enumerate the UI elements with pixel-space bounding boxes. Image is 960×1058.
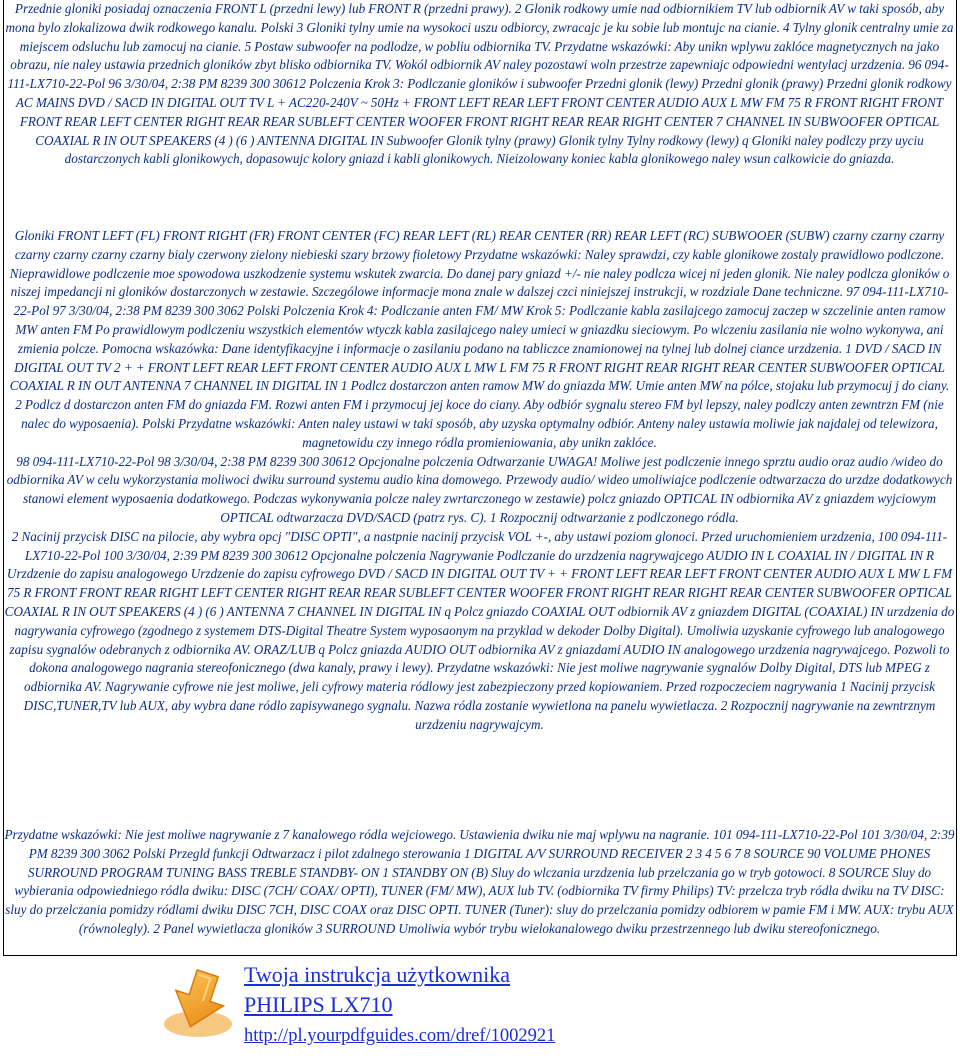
download-arrow-icon: [158, 966, 242, 1050]
footer-links: [244, 960, 555, 1052]
paragraph: Przednie gloniki posiadaj oznaczenia FRONT L (przedni lewy) lub FRONT R (przedni prawy). 2 Glonik rodkowy umie nad odbiornikiem TV lub odbiornik AV w taki sposób, aby mona bylo zlokalizowa dwik rodkowego kanalu. Polski 3 Gloniki tylny umie na wysokoci uszu odbiorcy, zwracajc je ku sobie lub montujc na cianie. 4 Tylny glonik centralny umie za miejscem odsluchu lub zamocuj na cianie. 5 Postaw subwoofer na podlodze, w pobliu odbiornika TV. Przydatne wskazówki: Aby unikn wplywu zaklóce magnetycznych na jako obrazu, nie naley ustawia przednich gloników zbyt blisko odbiornika TV. Wokól odbiornik AV naley pozostawi woln przestrze zapewniajc odpowiedni wentylacj urzdzenia. 96 094-111-LX710-22-Pol 96 3/30/04, 2:38 PM 8239 300 30612 Polczenia Krok 3: Podlczanie gloników i subwoofer Przedni glonik (lewy) Przedni glonik (prawy) Przedni glonik rodkowy AC MAINS DVD / SACD IN DIGITAL OUT TV L + AC220-240V ~ 50Hz + FRONT LEFT REAR LEFT FRONT CENTER AUDIO AUX L MW FM 75 R FRONT RIGHT FRONT FRONT REAR LEFT CENTER RIGHT REAR REAR SUBLEFT CENTER WOOFER FRONT RIGHT REAR REAR RIGHT CENTER 7 CHANNEL IN SUBWOOFER OPTICAL COAXIAL R IN OUT SPEAKERS (4 ) (6 ) ANTENNA DIGITAL IN Subwoofer Glonik tylny (prawy) Glonik tylny Tylny rodkowy (lewy) q Gloniki naley podlczy przy uyciu dostarczonych kabli glonikowych, dopasowujc kolory gniazd i kabli glonikowych. Nieizolowany koniec kabla glonikowego naley wsun calkowicie do gniazda.: [5, 1, 954, 167]
product-name-link[interactable]: PHILIPS LX710: [244, 992, 393, 1017]
manual-url-link[interactable]: http://pl.yourpdfguides.com/dref/1002921: [244, 1026, 556, 1046]
text-block-2: [4, 227, 955, 735]
paragraph: 2 Nacinij przycisk DISC na pilocie, aby wybra opcj "DISC OPTI", a nastpnie nacinij przycisk VOL +-, aby ustawi poziom glonoci. Przed uruchomieniem urzdzenia, 100 094-111-LX710-22-Pol 100 3/30/04, 2:39 PM 8239 300 30612 Opcjonalne polczenia Nagrywanie Podlczanie do urzdzenia nagrywajcego AUDIO IN L COAXIAL IN / DIGITAL IN R Urzdzenie do zapisu analogowego Urzdzenie do zapisu cyfrowego DVD / SACD IN DIGITAL OUT TV + + FRONT LEFT REAR LEFT FRONT CENTER AUDIO AUX L MW L FM 75 R FRONT FRONT REAR RIGHT LEFT CENTER RIGHT REAR REAR SUBLEFT CENTER WOOFER FRONT RIGHT REAR RIGHT REAR CENTER SUBWOOFER OPTICAL COAXIAL R IN OUT SPEAKERS (4 ) (6 ) ANTENNA 7 CHANNEL IN DIGITAL IN q Polcz gniazdo COAXIAL OUT odbiornik AV z gniazdem DIGITAL (COAXIAL) IN urzdzenia do nagrywania cyfrowego (zgodnego z systemem DTS-Digital Theatre System wyposaonym na przyklad w dekoder Dolby Digital). Umoliwia uzyskanie cyfrowego lub analogowego zapisu sygnalów odebranych z odbiornika AV. ORAZ/LUB q Polcz gniazda AUDIO OUT odbiornika AV z gniazdami AUDIO IN analogowego urzdzenia nagrywajcego. Pozwoli to dokona analogowego nagrania stereofonicznego (dwa kanaly, prawy i lewy). Przydatne wskazówki: Nie jest moliwe nagrywanie sygnalów Dolby Digital, DTS lub MPEG z odbiornika AV. Nagrywanie cyfrowe nie jest moliwe, jeli cyfrowy materia ródlowy jest zabezpieczony przed kopiowaniem. Przed rozpoczeciem nagrywania 1 Nacinij przycisk DISC,TUNER,TV lub AUX, aby wybra dane ródlo zapisywanego sygnalu. Nazwa ródla zostanie wywietlona na panelu wywietlacza. 2 Rozpocznij nagrywanie na zewntrznym urzdzeniu nagrywajcym.: [4, 528, 955, 732]
paragraph: Gloniki FRONT LEFT (FL) FRONT RIGHT (FR) FRONT CENTER (FC) REAR LEFT (RL) REAR CENTER (RR) REAR LEFT (RC) SUBWOOER (SUBW) czarny czarny czarny czarny czarny czarny czarny bialy czerwony zielony niebieski szary brzowy fioletowy Przydatne wskazówki: Naley sprawdzi, czy kable glonikowe zostaly prawidlowo podlczone. Nieprawidlowe podlczenie moe spowodowa uszkodzenie systemu wskutek zwarcia. Do danej pary gniazd +/- nie naley podlcza wicej ni jeden glonik. Nie naley podlcza gloników o niszej impedancji ni gloników dostarczonych w zestawie. Szczególowe informacje mona znale w dalszej czci niniejszej instrukcji, w rozdziale Dane techniczne. 97 094-111-LX710-22-Pol 97 3/30/04, 2:38 PM 8239 300 3062 Polski Polczenia Krok 4: Podlczanie anten FM/ MW Krok 5: Podlczanie kabla zasilajcego zamocuj zaczep w szczelinie anten ramow MW anten FM Po prawidlowym podlczeniu wszystkich elementów wtyczk kabla zasilajcego naley umieci w gniazdku sieciowym. Po wlczeniu zasilania nie wolno wykonywa, ani zmienia polcze. Pomocna wskazówka: Dane identyfikacyjne i informacje o zasilaniu podano na tabliczce znamionowej na tylnej lub dolnej ciance urzdzenia. 1 DVD / SACD IN DIGITAL OUT TV 2 + + FRONT LEFT REAR LEFT FRONT CENTER AUDIO AUX L MW L FM 75 R FRONT RIGHT REAR RIGHT REAR CENTER SUBWOOFER OPTICAL COAXIAL R IN OUT ANTENNA 7 CHANNEL IN DIGITAL IN 1 Podlcz dostarczon anten ramow MW do gniazda MW. Umie anten MW na pólce, stojaku lub przymocuj j do ciany.: [9, 228, 950, 394]
text-block-1: [4, 0, 955, 169]
footer: [0, 958, 960, 1058]
manual-title-link[interactable]: Twoja instrukcja użytkownika: [244, 962, 511, 987]
paragraph: 2 Podlcz d dostarczon anten FM do gniazda FM. Rozwi anten FM i przymocuj jej koce do ciany. Aby odbiór sygnalu stereo FM byl lepszy, naley podlczy anten zewntrzn FM (nie nalec do wyposaenia). Polski Przydatne wskazówki: Anten naley ustawi w taki sposób, aby uzyska optymalny odbiór. Anteny naley ustawia moliwie jak najdalej od telewizora, magnetowidu czy innego ródla promieniowania, aby unikn zaklóce.: [15, 397, 944, 450]
paragraph: 98 094-111-LX710-22-Pol 98 3/30/04, 2:38 PM 8239 300 30612 Opcjonalne polczenia Odtwarzanie UWAGA! Moliwe jest podlczenie innego sprztu audio oraz audio /wideo do odbiornika AV w celu wykorzystania moliwoci dwiku surround systemu audio kina domowego. Przewody audio/ wideo umoliwiajce podlczenie odtwarzacza do urzdze dodatkowych stanowi element wyposaenia dodatkowego. Podczas wykonywania polcze naley zwrtarczonego w zestawie) polcz gniazdo OPTICAL IN odbiornika AV z gniazdem wyjciowym OPTICAL odtwarzacza DVD/SACD (patrz rys. C). 1 Rozpocznij odtwarzanie z podlczonego ródla.: [6, 453, 953, 525]
text-block-3: [4, 826, 955, 939]
paragraph: Przydatne wskazówki: Nie jest moliwe nagrywanie z 7 kanalowego ródla wejciowego. Ustawienia dwiku nie maj wplywu na nagranie. 101 094-111-LX710-22-Pol 101 3/30/04, 2:39 PM 8239 300 3062 Polski Przegld funkcji Odtwarzacz i pilot zdalnego sterowania 1 DIGITAL A/V SURROUND RECEIVER 2 3 4 5 6 7 8 SOURCE 90 VOLUME PHONES SURROUND PROGRAM TUNING BASS TREBLE STANDBY- ON 1 STANDBY ON (B) Sluy do wlczania urzdzenia lub przelczania go w tryb gotowoci. 8 SOURCE Sluy do wybierania odpowiedniego ródla dwiku: DISC (7CH/ COAX/ OPTI), TUNER (FM/ MW), AUX lub TV. (odbiornika TV firmy Philips) TV: przelcza tryb ródla dwiku na TV DISC: sluy do przelczania pomidzy ródlami dwiku DISC 7CH, DISC COAX oraz DISC OPTI. TUNER (Tuner): sluy do przelczania pomidzy odbiorem w pamie FM i MW. AUX: trybu AUX (równolegly). 2 Panel wywietlacza gloników 3 SURROUND Umoliwia wybór trybu wielokanalowego dwiku przestrzennego lub dwiku stereofonicznego.: [4, 827, 955, 936]
